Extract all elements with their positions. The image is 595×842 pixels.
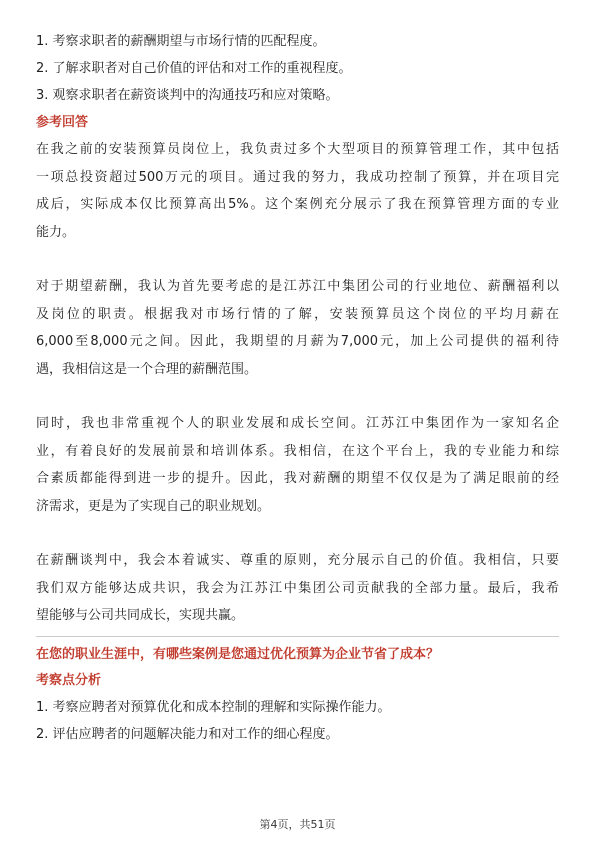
answer-paragraph-1 (36, 136, 559, 246)
document-page (36, 28, 559, 748)
reference-answer-heading: 参考回答 (36, 115, 89, 130)
paragraph-line: 济需求，更是为了实现自己的职业规划。 (36, 498, 271, 514)
list-item: 1. 考察求职者的薪酬期望与市场行情的匹配程度。 (36, 34, 326, 49)
list-item: 2. 了解求职者对自己价值的评估和对工作的重视程度。 (36, 61, 352, 76)
paragraph-gap (36, 246, 559, 273)
paragraph-line: 对于期望薪酬，我认为首先要考虑的是江苏江中集团公司的行业地位、薪酬福利以 (36, 279, 559, 294)
page-number-footer: 第4页，共51页 (259, 818, 336, 831)
bottom-list (36, 694, 559, 748)
list-item: 2. 评估应聘者的问题解决能力和对工作的细心程度。 (36, 726, 339, 742)
paragraph-line: 能力。 (36, 224, 76, 240)
paragraph-line: 在我之前的安装预算员岗位上，我负责过多个大型项目的预算管理工作，其中包括 (36, 142, 559, 157)
paragraph-line: 一项总投资超过500万元的项目。通过我的努力，我成功控制了预算，并在项目完 (36, 169, 559, 185)
answer-paragraph-2 (36, 273, 559, 383)
paragraph-gap (36, 520, 559, 547)
question-heading: 在您的职业生涯中，有哪些案例是您通过优化预算为企业节省了成本？ (36, 646, 440, 662)
paragraph-line: 在薪酬谈判中，我会本着诚实、尊重的原则，充分展示自己的价值。我相信，只要 (36, 553, 559, 568)
paragraph-line: 6,000至8,000元之间。因此，我期望的月薪为7,000元，加上公司提供的福利待 (36, 334, 559, 349)
paragraph-line: 及岗位的职责。根据我对市场行情的了解，安装预算员这个岗位的平均月薪在 (36, 306, 559, 322)
answer-paragraph-3 (36, 410, 559, 520)
analysis-heading: 考察点分析 (36, 672, 102, 688)
paragraph-gap (36, 383, 559, 410)
section-divider (36, 636, 559, 637)
paragraph-line: 遇，我相信这是一个合理的薪酬范围。 (36, 361, 258, 377)
list-item: 3. 观察求职者在薪资谈判中的沟通技巧和应对策略。 (36, 88, 339, 103)
paragraph-line: 成后，实际成本仅比预算高出5%。这个案例充分展示了我在预算管理方面的专业 (36, 197, 559, 212)
paragraph-line: 业，有着良好的发展前景和培训体系。我相信，在这个平台上，我的专业能力和综 (36, 443, 559, 459)
paragraph-line: 望能够与公司共同成长，实现共赢。 (36, 608, 245, 623)
paragraph-line: 合素质都能得到进一步的提升。因此，我对薪酬的期望不仅仅是为了满足眼前的经 (36, 471, 559, 486)
paragraph-line: 我们双方能够达成共识，我会为江苏江中集团公司贡献我的全部力量。最后，我希 (36, 580, 559, 596)
answer-paragraph-4 (36, 547, 559, 630)
list-item: 1. 考察应聘者对预算优化和成本控制的理解和实际操作能力。 (36, 699, 391, 715)
paragraph-line: 同时，我也非常重视个人的职业发展和成长空间。江苏江中集团作为一家知名企 (36, 416, 559, 431)
top-list (36, 28, 559, 109)
